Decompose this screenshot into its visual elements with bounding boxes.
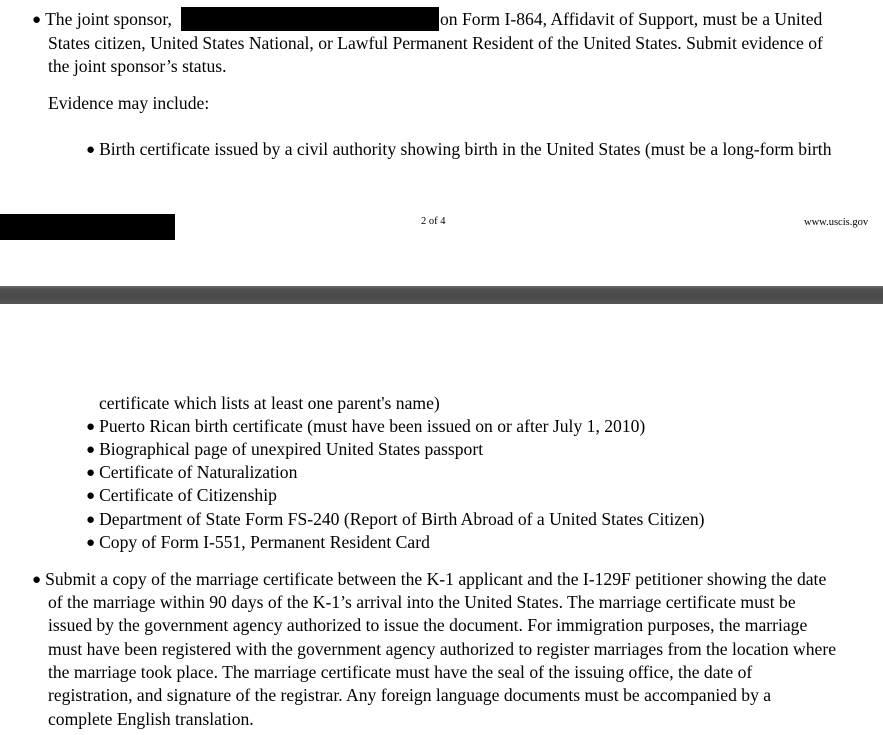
- paragraph-line-text: Submit a copy of the marriage certificate between the K-1 applicant and the I-129F petitioner showing the date: [45, 569, 827, 589]
- bullet-icon: ●: [86, 442, 96, 458]
- bullet-icon: ●: [32, 572, 42, 588]
- evidence-continuation: certificate which lists at least one parent's name): [99, 393, 440, 413]
- footer-website: www.uscis.gov: [804, 217, 869, 228]
- paragraph-line: issued by the government agency authorized to issue the document. For immigration purposes, the marriage: [48, 615, 808, 635]
- page-number: 2 of 4: [421, 216, 446, 227]
- redaction-sponsor-name: [181, 7, 439, 31]
- sponsor-line-2: States citizen, United States National, or Lawful Permanent Resident of the United States. Submit evidence of: [48, 33, 823, 53]
- evidence-item-birth-certificate: [86, 138, 832, 163]
- page-separator: [0, 286, 883, 304]
- list-item: [86, 415, 645, 440]
- bullet-icon: ●: [32, 12, 42, 28]
- paragraph-line: [32, 568, 826, 593]
- bullet-icon: ●: [86, 142, 96, 158]
- list-item: [86, 438, 483, 463]
- sponsor-line-3: the joint sponsor’s status.: [48, 56, 227, 76]
- bullet-icon: ●: [86, 419, 96, 435]
- list-item-text: Department of State Form FS-240 (Report of Birth Abroad of a United States Citizen): [99, 509, 705, 529]
- evidence-item-text: Birth certificate issued by a civil authority showing birth in the United States (must be a long-form birth: [99, 139, 832, 159]
- paragraph-line: the marriage took place. The marriage certificate must have the seal of the issuing office, the date of: [48, 662, 753, 682]
- sponsor-line-1: [32, 8, 172, 33]
- bullet-icon: ●: [86, 465, 96, 481]
- list-item: [86, 531, 430, 556]
- sponsor-text-after-redaction: on Form I-864, Affidavit of Support, must be a United: [440, 9, 823, 29]
- list-item-text: Certificate of Citizenship: [99, 485, 277, 505]
- bullet-icon: ●: [86, 488, 96, 504]
- paragraph-line: registration, and signature of the registrar. Any foreign language documents must be accompanied by a: [48, 685, 772, 705]
- redaction-footer: [0, 214, 175, 240]
- evidence-heading: Evidence may include:: [48, 93, 210, 113]
- paragraph-line: of the marriage within 90 days of the K-1’s arrival into the United States. The marriage certificate must be: [48, 592, 796, 612]
- list-item: [86, 508, 704, 533]
- list-item-text: Certificate of Naturalization: [99, 462, 298, 482]
- list-item-text: Biographical page of unexpired United States passport: [99, 439, 484, 459]
- list-item: [86, 484, 277, 509]
- paragraph-line: complete English translation.: [48, 709, 254, 729]
- sponsor-text-before-redaction: The joint sponsor,: [45, 9, 172, 29]
- list-item-text: Puerto Rican birth certificate (must have been issued on or after July 1, 2010): [99, 416, 646, 436]
- bullet-icon: ●: [86, 512, 96, 528]
- page-2: [0, 304, 883, 735]
- list-item-text: Copy of Form I-551, Permanent Resident Card: [99, 532, 430, 552]
- list-item: [86, 461, 297, 486]
- bullet-icon: ●: [86, 535, 96, 551]
- paragraph-line: must have been registered with the government agency authorized to register marriages from the location where: [48, 639, 836, 659]
